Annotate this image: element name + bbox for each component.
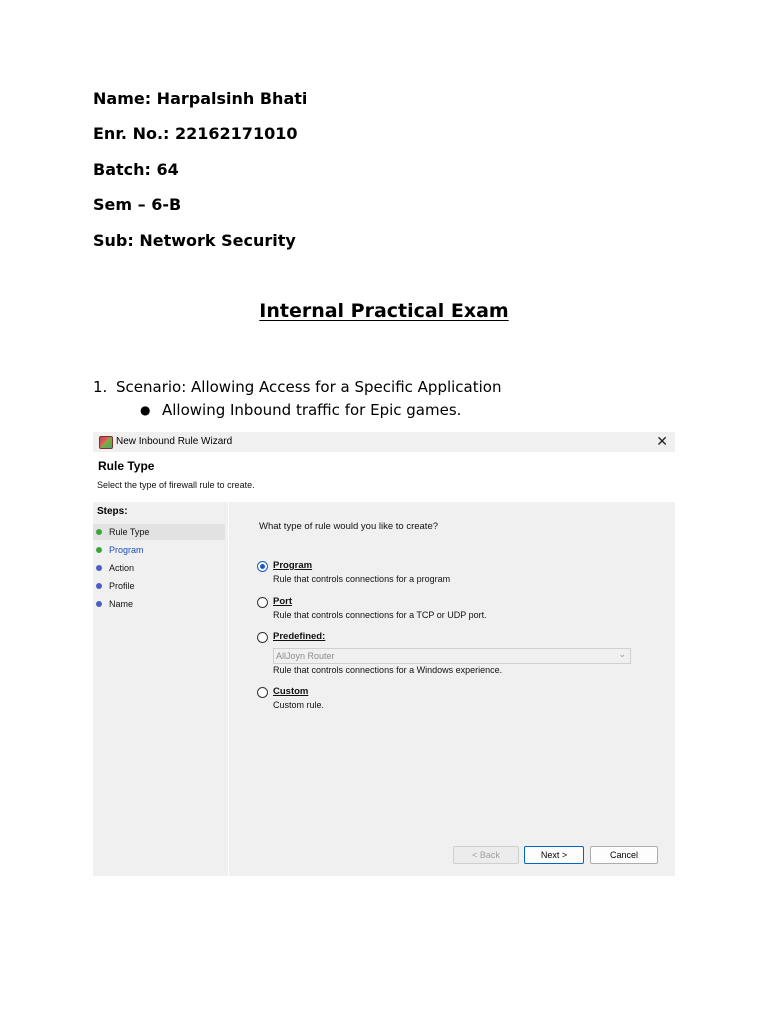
- close-icon[interactable]: ✕: [656, 433, 668, 449]
- custom-radio[interactable]: [257, 687, 268, 698]
- wizard-content: [229, 502, 675, 876]
- step-label: Action: [109, 563, 135, 573]
- steps-title: Steps:: [97, 506, 128, 517]
- port-option-desc: Rule that controls connections for a TCP or UDP port.: [273, 610, 487, 620]
- bullet-text: Allowing Inbound traffic for Epic games.: [162, 401, 462, 419]
- student-name: Name: Harpalsinh Bhati: [93, 89, 308, 108]
- rule-type-question: What type of rule would you like to create?: [259, 521, 439, 532]
- page-description: Select the type of firewall rule to create.: [97, 480, 255, 490]
- step-label: Rule Type: [109, 527, 150, 537]
- step-dot-icon: [96, 529, 102, 535]
- chevron-down-icon: ⌄: [618, 649, 626, 659]
- program-option-label[interactable]: Program: [273, 560, 313, 571]
- bullet-item: [140, 401, 461, 419]
- predefined-option-desc: Rule that controls connections for a Windows experience.: [273, 665, 503, 675]
- batch: Batch: 64: [93, 160, 179, 179]
- predefined-option-label[interactable]: Predefined:: [273, 631, 326, 642]
- subject: Sub: Network Security: [93, 231, 296, 250]
- inbound-rule-wizard: [93, 432, 675, 876]
- program-option-desc: Rule that controls connections for a program: [273, 574, 451, 584]
- exam-title: Internal Practical Exam: [259, 300, 509, 322]
- title-bar: [93, 432, 675, 452]
- question-number: 1.: [93, 378, 108, 396]
- step-action[interactable]: [93, 560, 225, 576]
- next-button[interactable]: Next >: [524, 846, 584, 864]
- step-name[interactable]: [93, 596, 225, 612]
- window-title: New Inbound Rule Wizard: [116, 436, 233, 447]
- wizard-header: [93, 452, 675, 500]
- predefined-dropdown-value: AllJoyn Router: [276, 651, 335, 661]
- back-button[interactable]: < Back: [453, 846, 519, 864]
- step-rule-type[interactable]: [93, 524, 225, 540]
- step-label: Profile: [109, 581, 135, 591]
- bullet-icon: ●: [140, 403, 151, 417]
- custom-option-desc: Custom rule.: [273, 700, 325, 710]
- enrollment-number: Enr. No.: 22162171010: [93, 124, 298, 143]
- step-dot-icon: [96, 565, 102, 571]
- cancel-button[interactable]: Cancel: [590, 846, 658, 864]
- semester: Sem – 6-B: [93, 195, 182, 214]
- page-title: Rule Type: [98, 459, 155, 473]
- step-dot-icon: [96, 547, 102, 553]
- custom-option-label[interactable]: Custom: [273, 686, 309, 697]
- port-radio[interactable]: [257, 597, 268, 608]
- step-dot-icon: [96, 583, 102, 589]
- steps-sidebar: [93, 502, 228, 876]
- question-line: [93, 378, 501, 396]
- step-dot-icon: [96, 601, 102, 607]
- port-option-label[interactable]: Port: [273, 596, 292, 607]
- step-program[interactable]: [93, 542, 225, 558]
- question-text: Scenario: Allowing Access for a Specific Application: [116, 378, 502, 396]
- step-profile[interactable]: [93, 578, 225, 594]
- predefined-dropdown[interactable]: [273, 648, 631, 664]
- step-label: Program: [109, 545, 144, 555]
- program-radio[interactable]: [257, 561, 268, 572]
- step-label: Name: [109, 599, 134, 609]
- predefined-radio[interactable]: [257, 632, 268, 643]
- firewall-icon: [99, 436, 113, 449]
